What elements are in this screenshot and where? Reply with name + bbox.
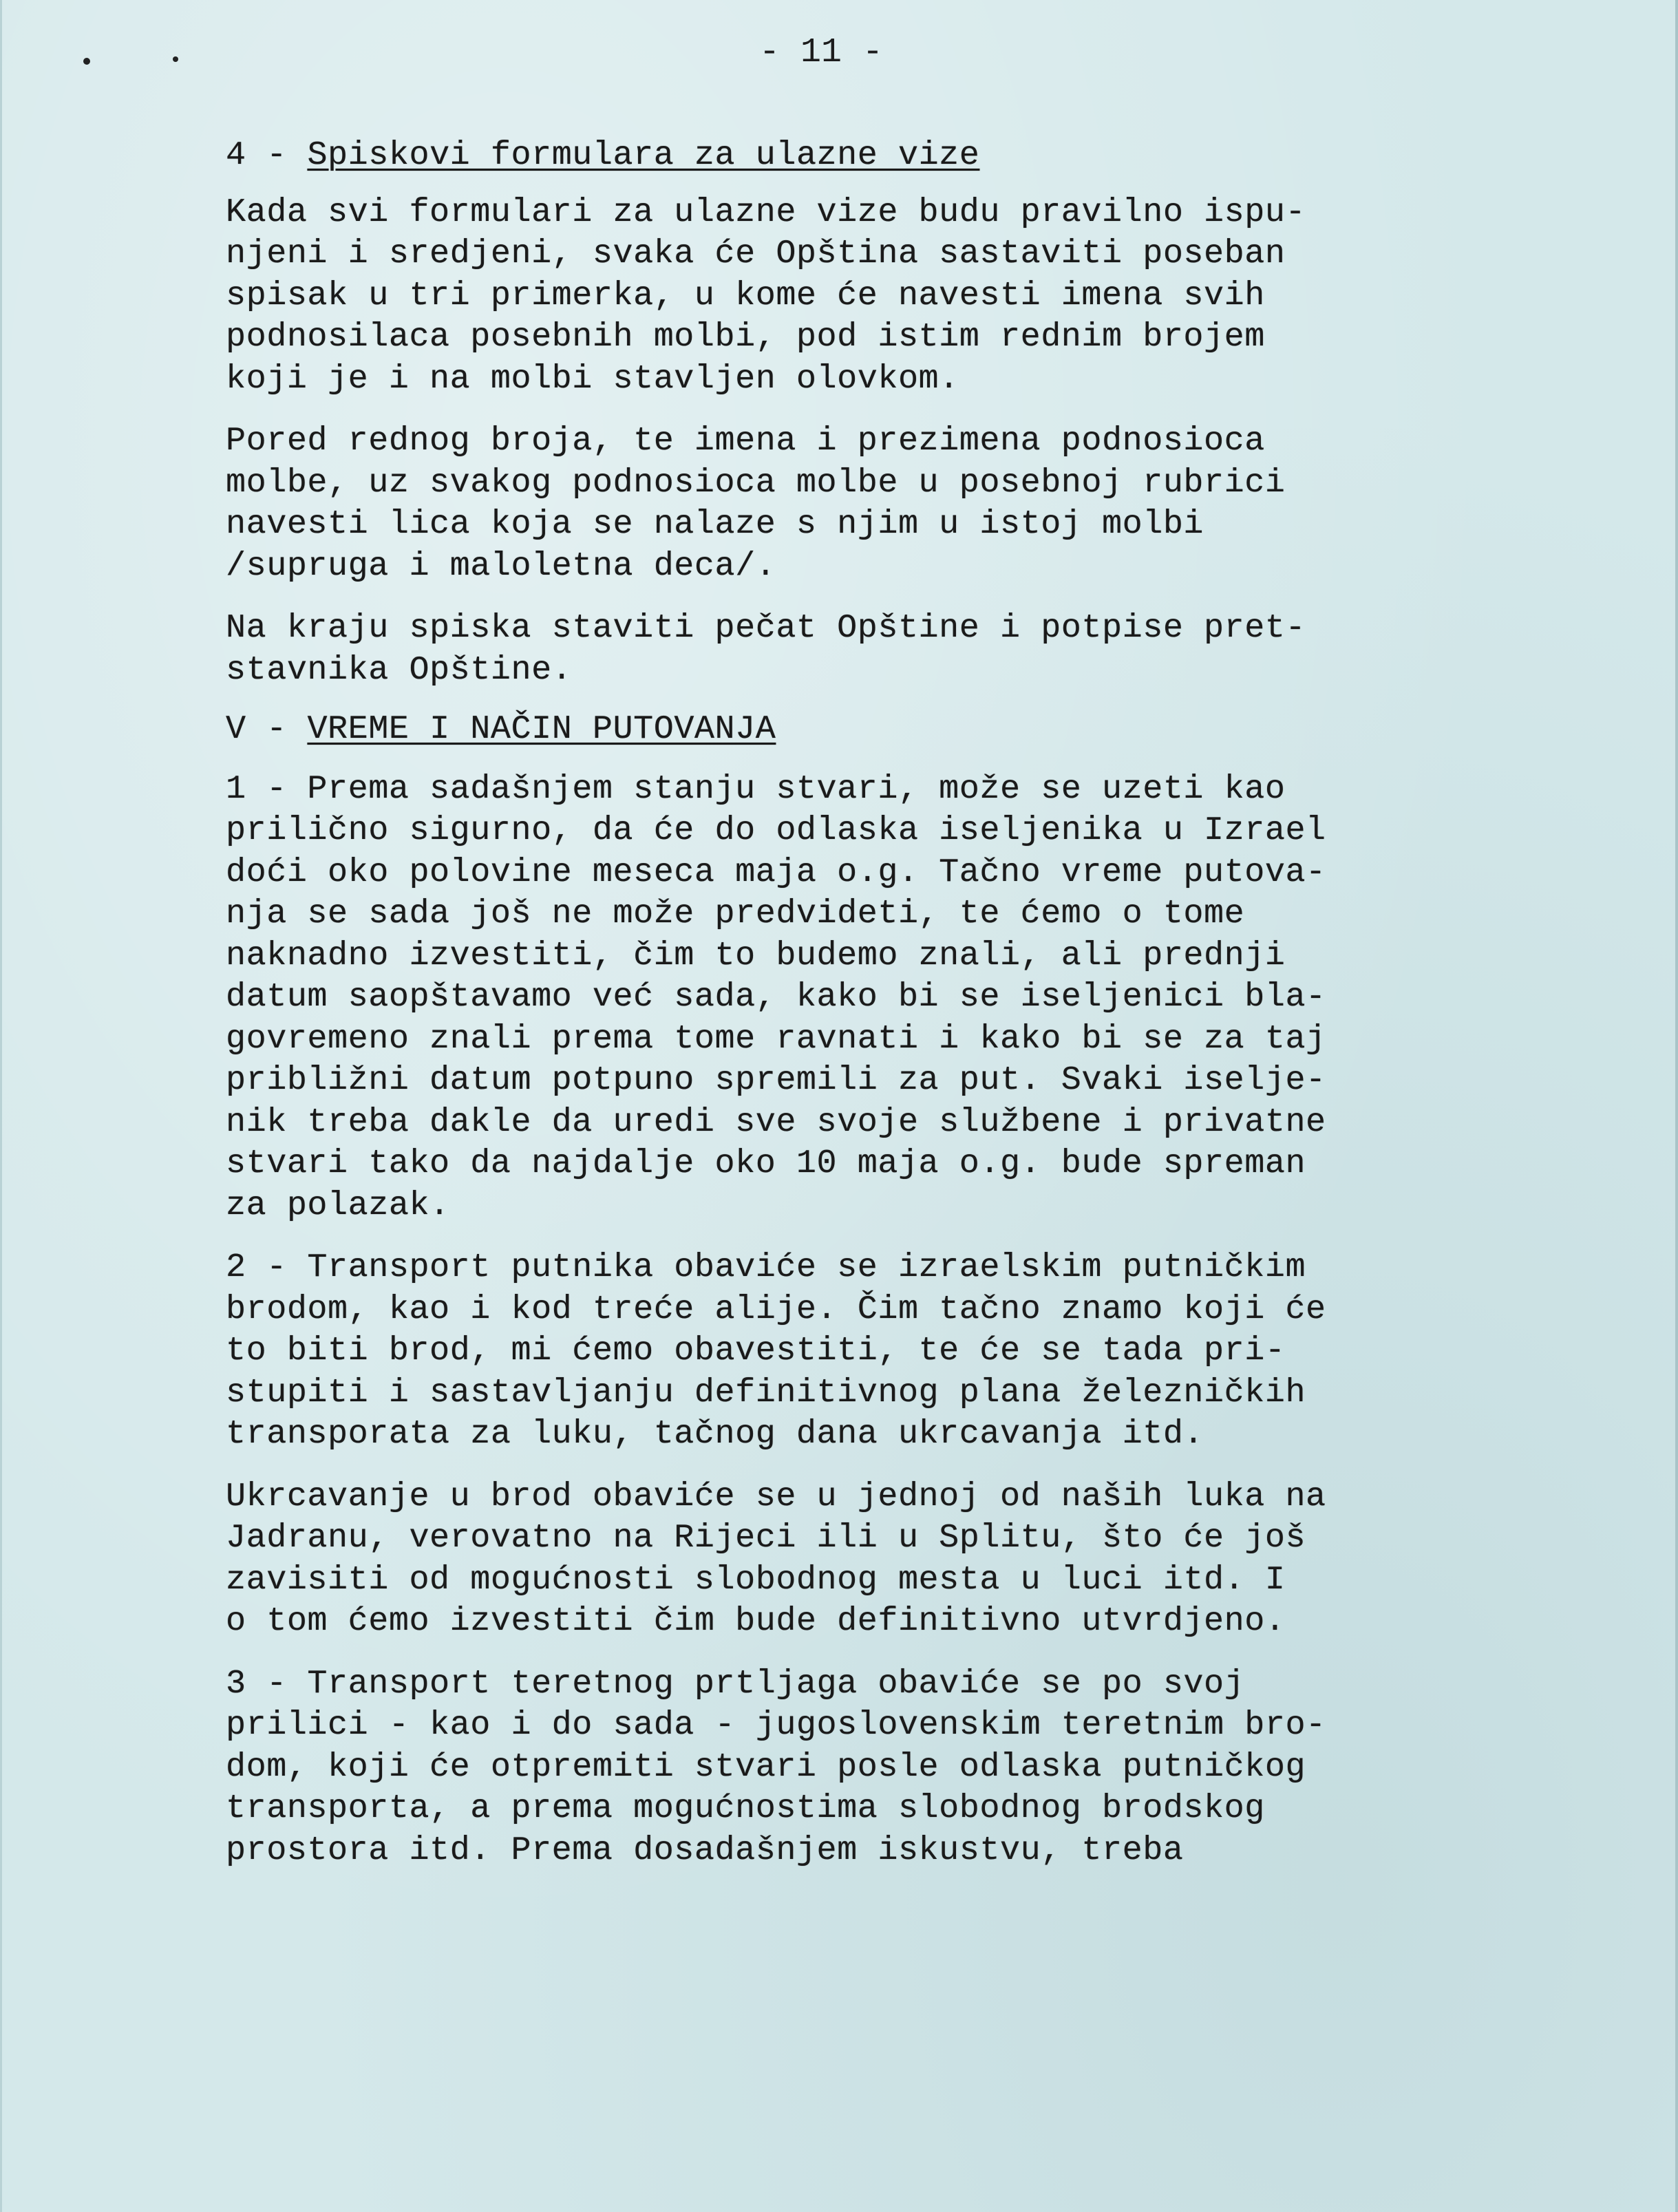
text-line: transporta, a prema mogućnostima slobodnog brodskog xyxy=(226,1789,1265,1827)
text-line: transporata za luku, tačnog dana ukrcavanja itd. xyxy=(226,1415,1204,1453)
text-line: to biti brod, mi ćemo obavestiti, te će se tada pri- xyxy=(226,1332,1286,1370)
text-line: Na kraju spiska staviti pečat Opštine i potpise pret- xyxy=(226,609,1306,647)
text-line: stvari tako da najdalje oko 10 maja o.g. bude spreman xyxy=(226,1145,1306,1182)
text-line: naknadno izvestiti, čim to budemo znali, ali prednji xyxy=(226,936,1286,975)
paragraph xyxy=(226,1663,1382,1872)
page-number: - 11 - xyxy=(758,33,884,72)
section-title: Spiskovi formulara za ulazne vize xyxy=(307,136,980,174)
text-line: molbe, uz svakog podnosioca molbe u posebnoj rubrici xyxy=(226,463,1286,502)
section-heading-4 xyxy=(226,135,1382,177)
paragraph xyxy=(226,421,1382,587)
text-line: datum saopštavamo već sada, kako bi se iseljenici bla- xyxy=(226,978,1326,1016)
paragraph xyxy=(226,1247,1382,1456)
text-line: nja se sada još ne može predvideti, te ćemo o tome xyxy=(226,895,1245,933)
text-line: 2 - Transport putnika obaviće se izraelskim putničkim xyxy=(226,1248,1306,1286)
text-line: doći oko polovine meseca maja o.g. Tačno vreme putova- xyxy=(226,853,1326,891)
text-line: 1 - Prema sadašnjem stanju stvari, može se uzeti kao xyxy=(226,769,1286,808)
text-line: Pored rednog broja, te imena i prezimena podnosioca xyxy=(226,422,1265,460)
text-line: za polazak. xyxy=(226,1186,450,1224)
text-line: prilici - kao i do sada - jugoslovenskim teretnim bro- xyxy=(226,1706,1326,1744)
paragraph xyxy=(226,769,1382,1227)
text-line: nik treba dakle da uredi sve svoje službene i privatne xyxy=(226,1103,1326,1141)
text-line: dom, koji će otpremiti stvari posle odlaska putničkog xyxy=(226,1747,1306,1786)
text-line: koji je i na molbi stavljen olovkom. xyxy=(226,359,959,398)
text-line: njeni i sredjeni, svaka će Opština sastaviti poseban xyxy=(226,235,1286,273)
text-line: Kada svi formulari za ulazne vize budu pravilno ispu- xyxy=(226,193,1306,231)
text-line: zavisiti od mogućnosti slobodnog mesta u luci itd. I xyxy=(226,1560,1286,1599)
paragraph xyxy=(226,192,1382,401)
text-line: prilično sigurno, da će do odlaska iseljenika u Izrael xyxy=(226,811,1326,849)
text-line: stavnika Opštine. xyxy=(226,650,573,689)
text-line: Jadranu, verovatno na Rijeci ili u Splitu, što će još xyxy=(226,1519,1306,1557)
text-line: stupiti i sastavljanju definitivnog plana železničkih xyxy=(226,1373,1306,1412)
text-line: navesti lica koja se nalaze s njim u istoj molbi xyxy=(226,505,1204,543)
text-line: brodom, kao i kod treće alije. Čim tačno znamo koji će xyxy=(226,1290,1326,1328)
paragraph xyxy=(226,1476,1382,1643)
text-line: spisak u tri primerka, u kome će navesti imena svih xyxy=(226,276,1265,315)
text-line: govremeno znali prema tome ravnati i kako bi se za taj xyxy=(226,1019,1326,1058)
text-line: o tom ćemo izvestiti čim bude definitivno utvrdjeno. xyxy=(226,1602,1286,1640)
ink-speck xyxy=(173,56,178,62)
ink-speck xyxy=(83,58,90,65)
text-line: 3 - Transport teretnog prtljaga obaviće se po svoj xyxy=(226,1664,1245,1703)
document-body xyxy=(226,135,1382,1871)
section-number: V - xyxy=(226,710,287,748)
text-line: približni datum potpuno spremili za put. Svaki iselje- xyxy=(226,1061,1326,1099)
text-line: /supruga i maloletna deca/. xyxy=(226,546,776,585)
section-number: 4 - xyxy=(226,136,287,174)
text-line: podnosilaca posebnih molbi, pod istim rednim brojem xyxy=(226,318,1265,356)
section-heading-v xyxy=(226,709,1382,751)
text-line: prostora itd. Prema dosadašnjem iskustvu, treba xyxy=(226,1831,1184,1869)
section-title: VREME I NAČIN PUTOVANJA xyxy=(307,710,776,748)
text-line: Ukrcavanje u brod obaviće se u jednoj od naših luka na xyxy=(226,1477,1326,1516)
paragraph xyxy=(226,608,1382,691)
